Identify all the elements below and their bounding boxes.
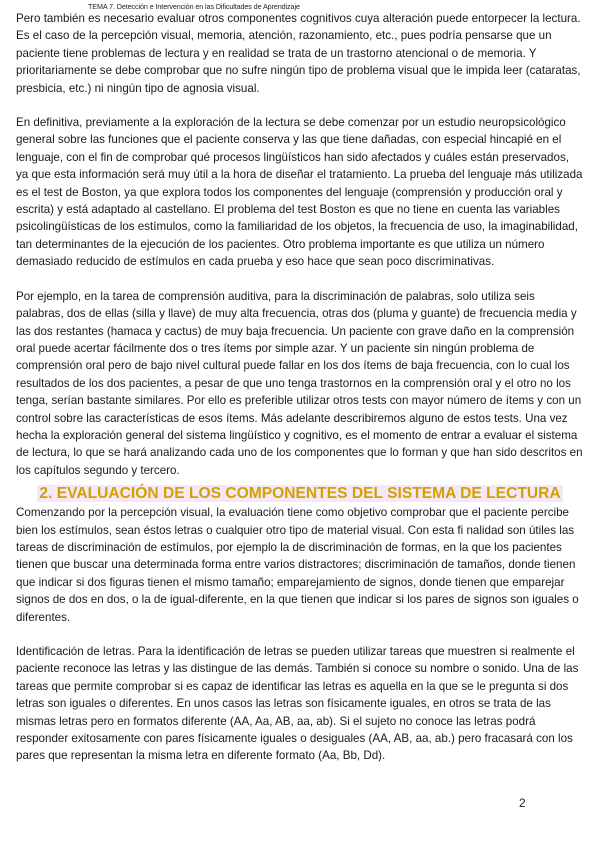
- running-header: TEMA 7. Detección e Intervención en las Dificultades de Aprendizaje: [88, 2, 300, 11]
- section-paragraph-2: Identificación de letras. Para la identificación de letras se pueden utilizar tareas que muestren si realmente el paciente reconoce las letras y las distingue de las demás. También si conoce su nombre o sonido. Una de las tareas que permite comprobar si es capaz de identificar las letras es aquella en la que se le pregunta si dos letras son iguales o diferentes. En unos casos las letras son físicamente iguales, en otros se trata de las mismas letras pero en formatos diferente (AA, Aa, AB, aa, ab). Si el sujeto no conoce las letras podrá responder exitosamente con pares físicamente iguales o desiguales (AA, AB, aa, ab.) pero fracasará con los pares que representan la misma letra en diferente formato (Aa, Bb, Dd).: [16, 645, 579, 763]
- section-paragraph-1: Comenzando por la percepción visual, la evaluación tiene como objetivo comprobar que el paciente percibe bien los estímulos, sean éstos letras o cualquier otro tipo de material visual. Con esta fi nalidad son útiles las tareas de discriminación de estímulos, por ejemplo la de discriminación de formas, en la que los pacientes tienen que buscar una determinada forma entre varios distractores; discriminación de tamaños, donde tienen que indicar si dos figuras tienen el mismo tamaño; emparejamiento de signos, donde tienen que emparejar signos de dos en dos, o la de igual-diferente, en la que tienen que indicar si los pares de signos son iguales o diferentes.: [16, 506, 579, 624]
- page-content: [16, 10, 584, 765]
- section-heading-text: 2. EVALUACIÓN DE LOS COMPONENTES DEL SISTEMA DE LECTURA: [39, 485, 561, 503]
- paragraph-1: Pero también es necesario evaluar otros componentes cognitivos cuya alteración puede entorpecer la lectura. Es el caso de la percepción visual, memoria, atención, razonamiento, etc., pues podría pensarse que un paciente tiene problemas de lectura y en realidad se trata de un trastorno atencional o de memoria. Y prioritariamente se debe comprobar que no sufre ningún tipo de problema visual que le impida leer (cataratas, presbicia, etc.) ni ningún tipo de agnosia visual.: [16, 12, 581, 95]
- paragraph-2: En definitiva, previamente a la exploración de la lectura se debe comenzar por un estudio neuropsicológico general sobre las funciones que el paciente conserva y las que tiene dañadas, con especial hincapié en el lenguaje, con el fin de comprobar qué procesos lingüísticos han sido afectados y cuáles están preservados, ya que esta información será muy útil a la hora de diseñar el tratamiento. La prueba del lenguaje más utilizada es el test de Boston, ya que explora todos los componentes del lenguaje (comprensión y producción oral y escrita) y está adaptado al castellano. El problema del test Boston es que no tiene en cuenta las variables psicolingüísticas de los estímulos, como la familiaridad de los objetos, la frecuencia de uso, la imaginabilidad, tan determinantes de la ejecución de los pacientes. Otro problema importante es que utiliza un número demasiado reducido de estímulos en cada prueba y eso hace que sean poco discriminativas.: [16, 116, 583, 269]
- page-number: 2: [519, 796, 526, 810]
- section-heading: [16, 484, 584, 504]
- paragraph-3: Por ejemplo, en la tarea de comprensión auditiva, para la discriminación de palabras, solo utiliza seis palabras, dos de ellas (silla y llave) de muy alta frecuencia, otras dos (pluma y guante) de frecuencia media y las dos restantes (hamaca y cactus) de muy baja frecuencia. Un paciente con grave daño en la comprensión oral puede acertar fácilmente dos o tres ítems por simple azar. Y un paciente sin ningún problema de comprensión oral pero de bajo nivel cultural puede fallar en los dos ítems de baja frecuencia, con lo cual los resultados de los dos pacientes, a pesar de que uno tenga trastornos en la comprensión oral y el otro no los tenga, serían bastante similares. Por ello es preferible utilizar otros tests con mayor número de ítems y con un control sobre las características de esos ítems. Más adelante describiremos alguno de estos tests. Una vez hecha la exploración general del sistema lingüístico y cognitivo, es el momento de entrar a evaluar el sistema de lectura, lo que se hará analizando cada uno de los componentes que lo forman y que han sido descritos en los capítulos segundo y tercero.: [16, 289, 583, 477]
